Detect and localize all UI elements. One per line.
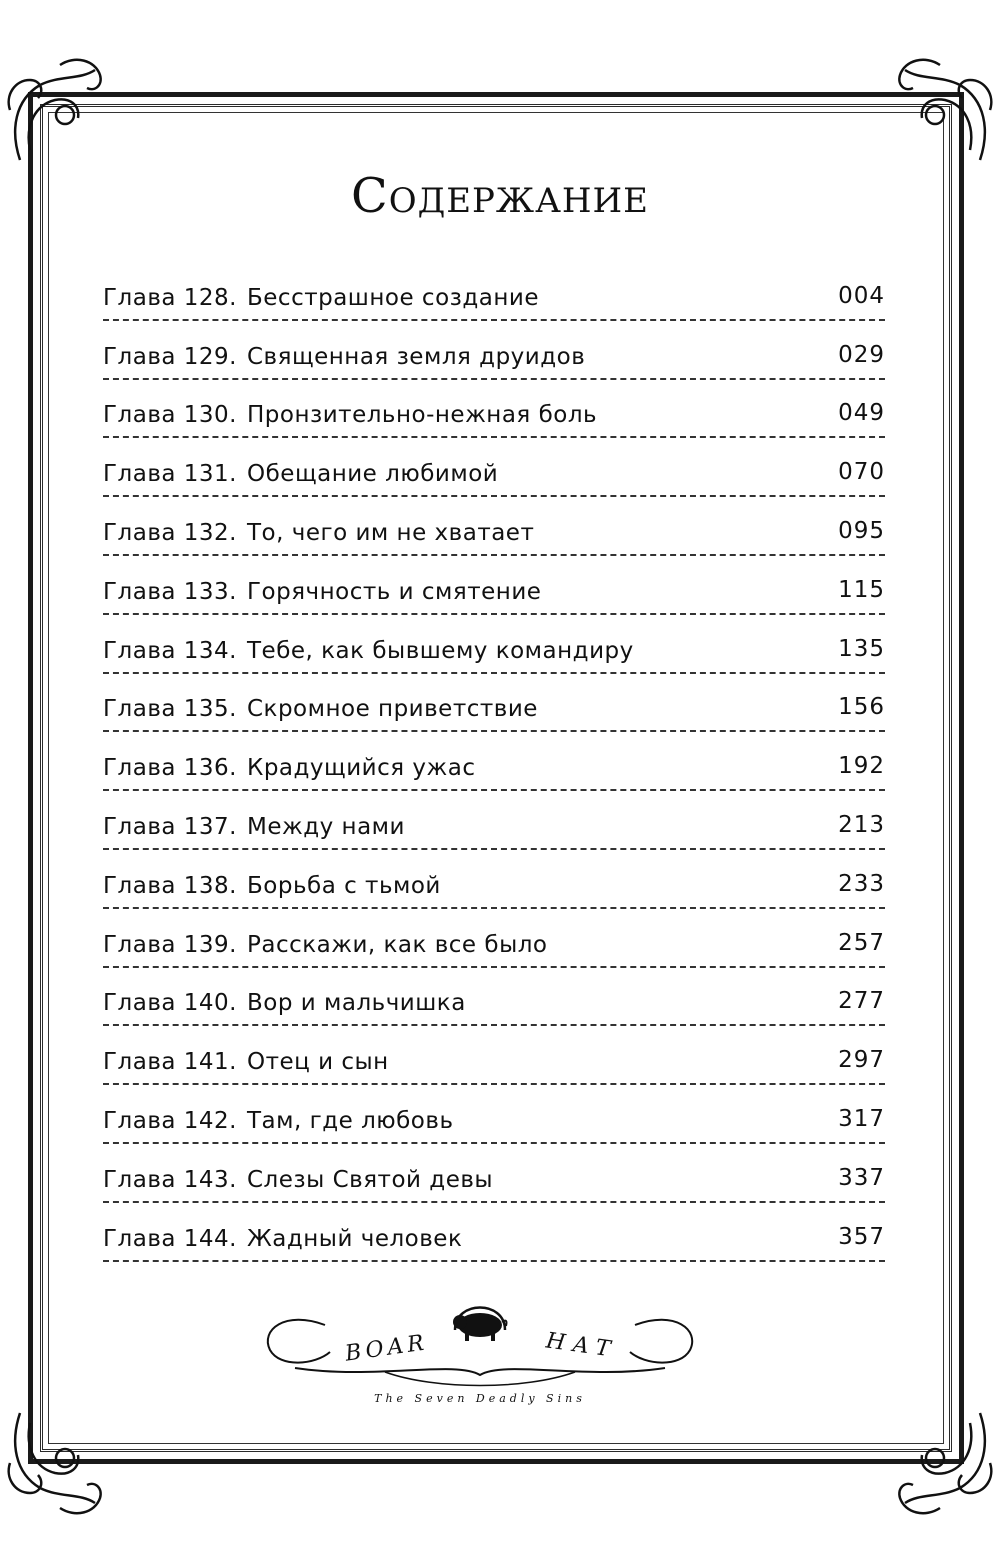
logo-right-word: HAT [544, 1328, 620, 1364]
chapter-name: Жадный человек [247, 1225, 463, 1252]
toc-entry[interactable] [103, 1026, 885, 1085]
chapter-number: Глава 129. [103, 343, 237, 370]
table-of-contents [103, 262, 885, 1262]
chapter-number: Глава 135. [103, 696, 237, 723]
toc-entry[interactable] [103, 1144, 885, 1203]
chapter-page: 213 [838, 811, 885, 838]
toc-entry-title [103, 285, 539, 311]
chapter-name: Бесстрашное создание [247, 284, 540, 311]
toc-entry[interactable] [103, 438, 885, 497]
toc-entry[interactable] [103, 674, 885, 733]
chapter-number: Глава 136. [103, 755, 237, 782]
toc-entry-title [103, 1167, 493, 1193]
ornament-corner-icon [0, 1403, 120, 1523]
chapter-name: Там, где любовь [247, 1107, 454, 1134]
toc-entry[interactable] [103, 791, 885, 850]
chapter-page: 233 [838, 870, 885, 897]
toc-entry-title [103, 990, 466, 1016]
toc-entry[interactable] [103, 615, 885, 674]
chapter-number: Глава 140. [103, 990, 237, 1017]
chapter-page: 095 [838, 517, 885, 544]
ornament-corner-icon [0, 50, 120, 170]
logo-left-word: BOAR [343, 1330, 430, 1367]
chapter-name: Отец и сын [247, 1049, 389, 1076]
chapter-number: Глава 134. [103, 637, 237, 664]
toc-entry-title [103, 1049, 389, 1075]
chapter-page: 192 [838, 753, 885, 780]
toc-entry-title [103, 461, 498, 487]
chapter-page: 029 [838, 341, 885, 368]
chapter-page: 257 [838, 929, 885, 956]
chapter-name: Между нами [247, 813, 405, 840]
chapter-name: То, чего им не хватает [247, 519, 535, 546]
toc-entry-title [103, 638, 634, 664]
toc-entry-title [103, 579, 541, 605]
boar-hat-logo [255, 1280, 705, 1410]
toc-entry[interactable] [103, 850, 885, 909]
chapter-number: Глава 144. [103, 1225, 237, 1252]
toc-entry-title [103, 696, 538, 722]
chapter-page: 277 [838, 988, 885, 1015]
chapter-page: 297 [838, 1047, 885, 1074]
chapter-page: 004 [838, 282, 885, 309]
chapter-number: Глава 130. [103, 402, 237, 429]
toc-entry-title [103, 932, 548, 958]
toc-entry-title [103, 755, 475, 781]
toc-entry[interactable] [103, 321, 885, 380]
chapter-number: Глава 137. [103, 813, 237, 840]
page-title: Содержание [350, 168, 649, 224]
toc-entry[interactable] [103, 497, 885, 556]
chapter-page: 049 [838, 400, 885, 427]
chapter-name: Расскажи, как все было [247, 931, 548, 958]
toc-entry[interactable] [103, 556, 885, 615]
chapter-name: Обещание любимой [247, 461, 499, 488]
chapter-name: Священная земля друидов [247, 343, 586, 370]
toc-entry-title [103, 814, 405, 840]
toc-entry[interactable] [103, 1203, 885, 1262]
toc-entry-title [103, 344, 585, 370]
chapter-name: Вор и мальчишка [247, 990, 466, 1017]
toc-entry[interactable] [103, 1085, 885, 1144]
chapter-page: 337 [838, 1164, 885, 1191]
chapter-number: Глава 132. [103, 519, 237, 546]
toc-entry-title [103, 1226, 462, 1252]
pig-icon [453, 1313, 507, 1341]
toc-entry-title [103, 1108, 454, 1134]
toc-entry[interactable] [103, 968, 885, 1027]
toc-entry[interactable] [103, 380, 885, 439]
ornament-corner-icon [880, 1403, 1000, 1523]
chapter-name: Скромное приветствие [247, 696, 538, 723]
toc-entry[interactable] [103, 909, 885, 968]
chapter-number: Глава 133. [103, 578, 237, 605]
chapter-page: 070 [838, 459, 885, 486]
chapter-name: Борьба с тьмой [247, 872, 441, 899]
chapter-page: 317 [838, 1105, 885, 1132]
chapter-number: Глава 131. [103, 461, 237, 488]
chapter-name: Горячность и смятение [247, 578, 542, 605]
chapter-page: 135 [838, 635, 885, 662]
chapter-number: Глава 142. [103, 1107, 237, 1134]
toc-entry-title [103, 873, 441, 899]
chapter-page: 357 [838, 1223, 885, 1250]
toc-entry[interactable] [103, 732, 885, 791]
chapter-page: 156 [838, 694, 885, 721]
chapter-number: Глава 138. [103, 872, 237, 899]
chapter-number: Глава 139. [103, 931, 237, 958]
logo-subtitle: The Seven Deadly Sins [374, 1392, 586, 1405]
toc-entry[interactable] [103, 262, 885, 321]
chapter-name: Крадущийся ужас [247, 755, 476, 782]
chapter-name: Слезы Святой девы [247, 1166, 494, 1193]
chapter-name: Пронзительно-нежная боль [247, 402, 598, 429]
chapter-number: Глава 141. [103, 1049, 237, 1076]
toc-entry-title [103, 520, 534, 546]
ornament-corner-icon [880, 50, 1000, 170]
chapter-number: Глава 143. [103, 1166, 237, 1193]
toc-entry-title [103, 402, 597, 428]
chapter-name: Тебе, как бывшему командиру [247, 637, 634, 664]
chapter-number: Глава 128. [103, 284, 237, 311]
chapter-page: 115 [838, 576, 885, 603]
